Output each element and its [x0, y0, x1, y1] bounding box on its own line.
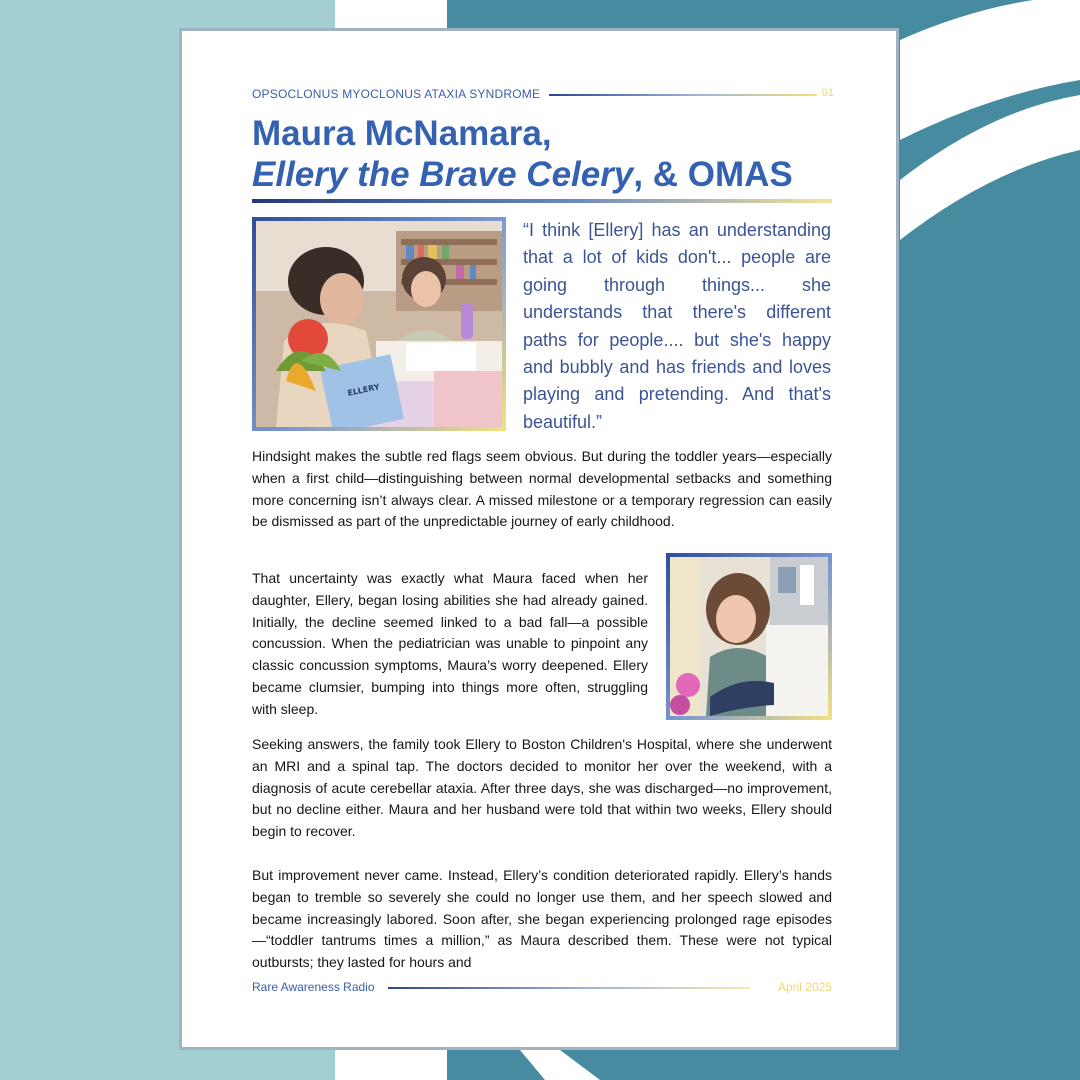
title-line-2: [252, 154, 852, 195]
paragraph-4: But improvement never came. Instead, Ellery’s condition deteriorated rapidly. Ellery’s hands began to tremble so severely she could no longer use them, and her speech slowed and became increasingly labored. Soon after, she began experiencing prolonged rage episodes—“toddler tantrums times a million,” as Maura described them. These were not typical outbursts; they lasted for hours and: [252, 867, 832, 971]
footer-publication: Rare Awareness Radio: [252, 980, 375, 994]
title-suffix: , & OMAS: [633, 155, 793, 194]
paragraph-1: Hindsight makes the subtle red flags seem obvious. But during the toddler years—especially when a first child—distinguishing between normal developmental setbacks and something more concerning isn’t always clear. A missed milestone or a temporary regression can easily be dismissed as part of the unpredictable journey of early childhood.: [252, 448, 832, 530]
book-cover-title: ELLERY: [346, 382, 381, 398]
title-rule: [252, 199, 832, 203]
footer-date: April 2025: [777, 980, 832, 994]
paragraph-2: That uncertainty was exactly what Maura faced when her daughter, Ellery, began losing abilities she had already gained. Initially, the decline seemed linked to a bad fall—a possible concussion. When the pediatrician was unable to pinpoint any classic concussion symptoms, Maura’s worry deepened. Ellery became clumsier, bumping into things more often, struggling with sleep.: [252, 570, 648, 717]
footer-row: [252, 980, 832, 996]
article-title: [252, 113, 852, 195]
pull-quote: “I think [Ellery] has an understanding that a lot of kids don't... people are going through things... she understands that there's different paths for people.... but she's happy and bubbly and has friends and loves playing and pretending. And that's beautiful.”: [523, 220, 831, 432]
paragraph-3: Seeking answers, the family took Ellery to Boston Children's Hospital, where she underwent an MRI and a spinal tap. The doctors decided to monitor her over the weekend, with a diagnosis of acute cerebellar ataxia. After three days, she was discharged—no improvement, but no decline either. Maura and her husband were told that within two weeks, Ellery should begin to recover.: [252, 736, 832, 840]
header-row: [252, 87, 834, 103]
title-line-1: Maura McNamara,: [252, 114, 552, 153]
reading-photo-illustration: [256, 221, 502, 427]
hospital-photo-illustration: [670, 557, 828, 716]
photo-reading-together: [252, 217, 506, 431]
header-rule: [549, 94, 817, 96]
section-kicker: OPSOCLONUS MYOCLONUS ATAXIA SYNDROME: [252, 87, 541, 101]
footer-rule: [388, 987, 750, 989]
document-page: [179, 28, 899, 1050]
page-number: 01: [821, 87, 834, 99]
title-book-name: Ellery the Brave Celery: [252, 155, 634, 194]
photo-hospital: [666, 553, 832, 720]
